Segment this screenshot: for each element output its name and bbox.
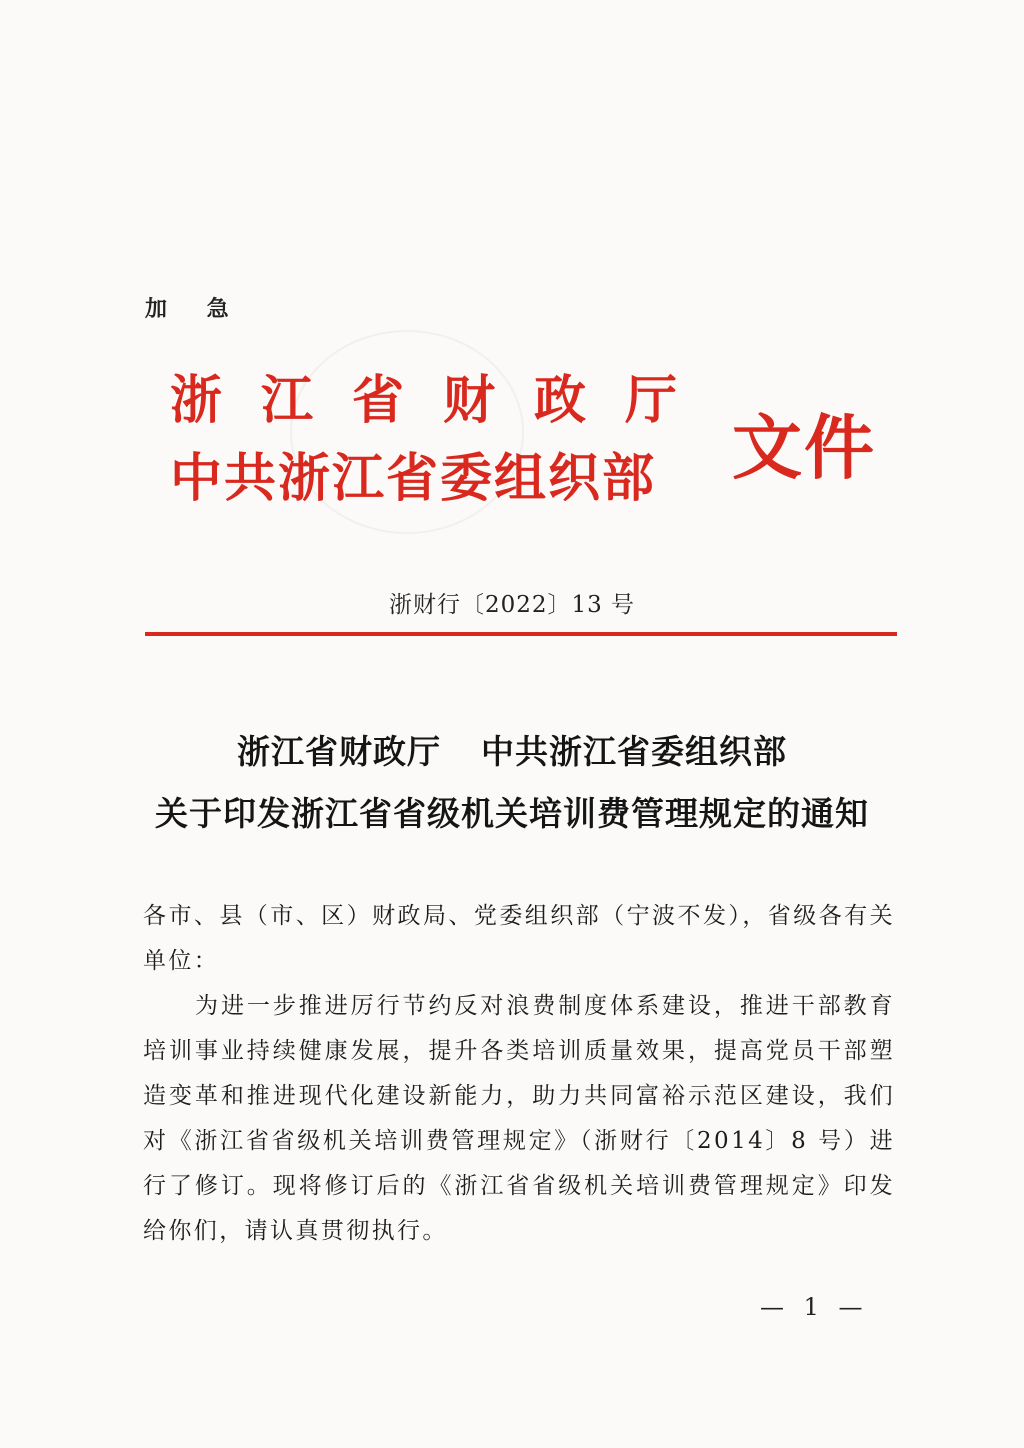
urgency-label: 加 急 [145,297,245,322]
title-line-1 [0,726,1024,773]
document-number: 浙财行〔2022〕13 号 [388,592,636,618]
title-line-2: 关于印发浙江省省级机关培训费管理规定的通知 [155,794,869,833]
body-text [143,894,895,1254]
page-number: — 1 — [760,1293,869,1321]
issuer-line-finance-department: 浙江省财政厅 [170,370,717,431]
document-word: 文件 [732,406,876,489]
red-separator-line [145,632,897,636]
red-header [170,358,890,508]
title-issuer-2: 中共浙江省委组织部 [481,732,787,771]
title-issuer-1: 浙江省财政厅 [237,732,441,771]
body-paragraph: 为进一步推进厉行节约反对浪费制度体系建设，推进干部教育培训事业持续健康发展，提升各类培训质量效果，提高党员干部塑造变革和推进现代化建设新能力，助力共同富裕示范区建设，我们对《浙江省省级机关培训费管理规定》（浙财行〔2014〕8 号）进行了修订。现将修订后的《浙江省省级机关培训费管理规定》印发给你们，请认真贯彻执行。 [143,993,895,1244]
salutation: 各市、县（市、区）财政局、党委组织部（宁波不发），省级各有关单位： [143,903,895,974]
issuer-line-organization-department: 中共浙江省委组织部 [170,448,657,509]
